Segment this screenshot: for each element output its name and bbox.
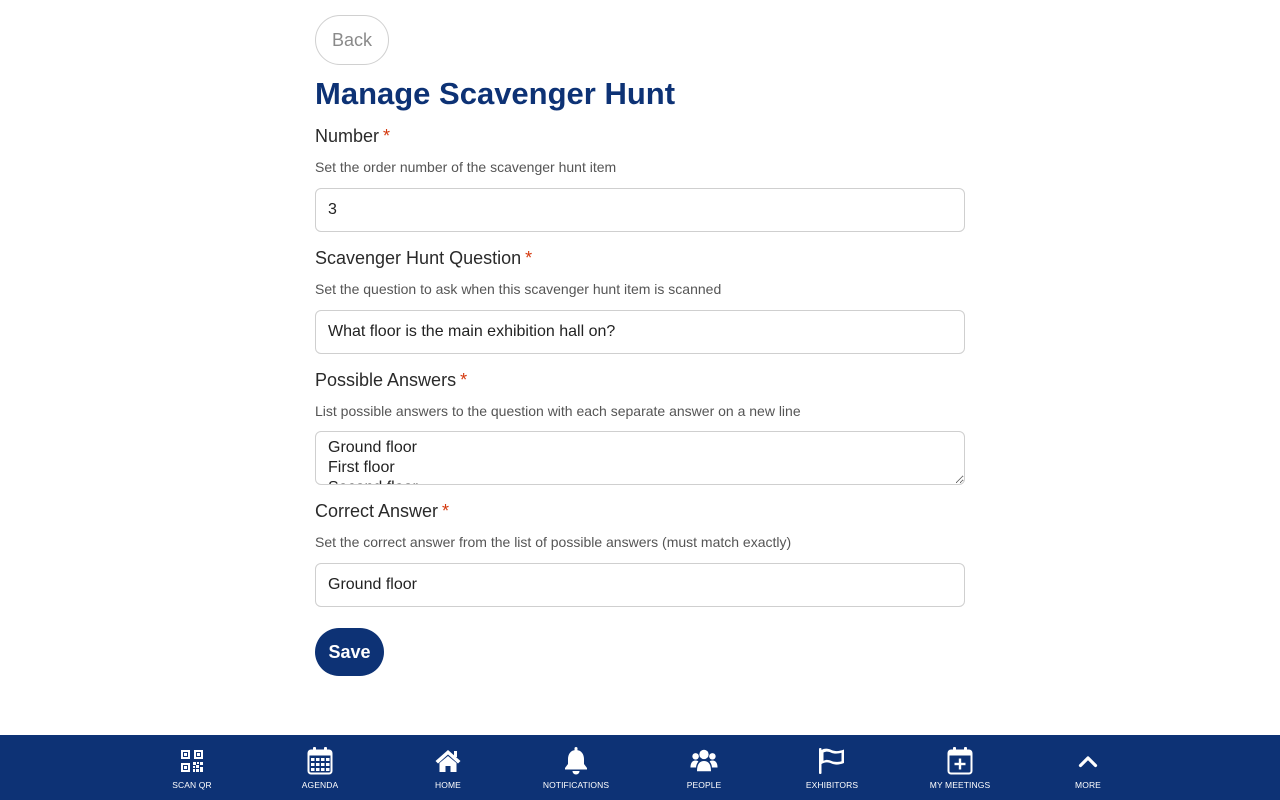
number-field-group <box>315 125 965 232</box>
nav-label: PEOPLE <box>686 780 722 790</box>
correct-label-text: Correct Answer <box>315 501 439 521</box>
correct-label <box>315 500 965 522</box>
question-field-group <box>315 247 965 354</box>
people-icon <box>690 747 718 775</box>
required-mark: * <box>460 370 468 390</box>
calendar-plus-icon <box>946 747 974 775</box>
nav-label: EXHIBITORS <box>805 780 859 790</box>
answers-field-group <box>315 369 965 485</box>
nav-item-people[interactable] <box>640 735 768 800</box>
nav-item-more[interactable] <box>1024 735 1152 800</box>
correct-help-text: Set the correct answer from the list of possible answers (must match exactly) <box>315 534 792 550</box>
nav-item-home[interactable] <box>384 735 512 800</box>
required-mark: * <box>383 126 391 146</box>
number-help-text: Set the order number of the scavenger hunt item <box>315 159 617 175</box>
correct-answer-input[interactable] <box>315 563 965 607</box>
question-label-text: Scavenger Hunt Question <box>315 248 522 268</box>
nav-label: AGENDA <box>301 780 339 790</box>
form-container <box>315 15 965 607</box>
required-mark: * <box>442 501 450 521</box>
qr-code-icon <box>178 747 206 775</box>
page-title: Manage Scavenger Hunt <box>315 76 676 111</box>
calendar-icon <box>306 747 334 775</box>
answers-label <box>315 369 965 391</box>
number-label-text: Number <box>315 126 380 146</box>
number-label <box>315 125 965 147</box>
question-label <box>315 247 965 269</box>
nav-item-scan-qr[interactable] <box>128 735 256 800</box>
nav-label: SCAN QR <box>172 780 212 790</box>
nav-label: MY MEETINGS <box>929 780 991 790</box>
nav-label: NOTIFICATIONS <box>542 780 610 790</box>
question-input[interactable] <box>315 310 965 354</box>
nav-item-agenda[interactable] <box>256 735 384 800</box>
chevron-up-icon <box>1074 747 1102 775</box>
bottom-nav <box>0 735 1280 800</box>
answers-help-text: List possible answers to the question with each separate answer on a new line <box>315 403 801 419</box>
save-button[interactable]: Save <box>315 628 384 676</box>
home-icon <box>434 747 462 775</box>
question-help-text: Set the question to ask when this scavenger hunt item is scanned <box>315 281 722 297</box>
correct-field-group <box>315 500 965 607</box>
nav-item-my-meetings[interactable] <box>896 735 1024 800</box>
required-mark: * <box>525 248 533 268</box>
answers-textarea[interactable] <box>315 431 965 485</box>
nav-label: MORE <box>1075 780 1101 790</box>
bell-icon <box>562 747 590 775</box>
back-button[interactable]: Back <box>315 15 389 65</box>
flag-icon <box>818 747 846 775</box>
nav-item-notifications[interactable] <box>512 735 640 800</box>
number-input[interactable] <box>315 188 965 232</box>
nav-item-exhibitors[interactable] <box>768 735 896 800</box>
nav-label: HOME <box>435 780 461 790</box>
answers-label-text: Possible Answers <box>315 370 457 390</box>
